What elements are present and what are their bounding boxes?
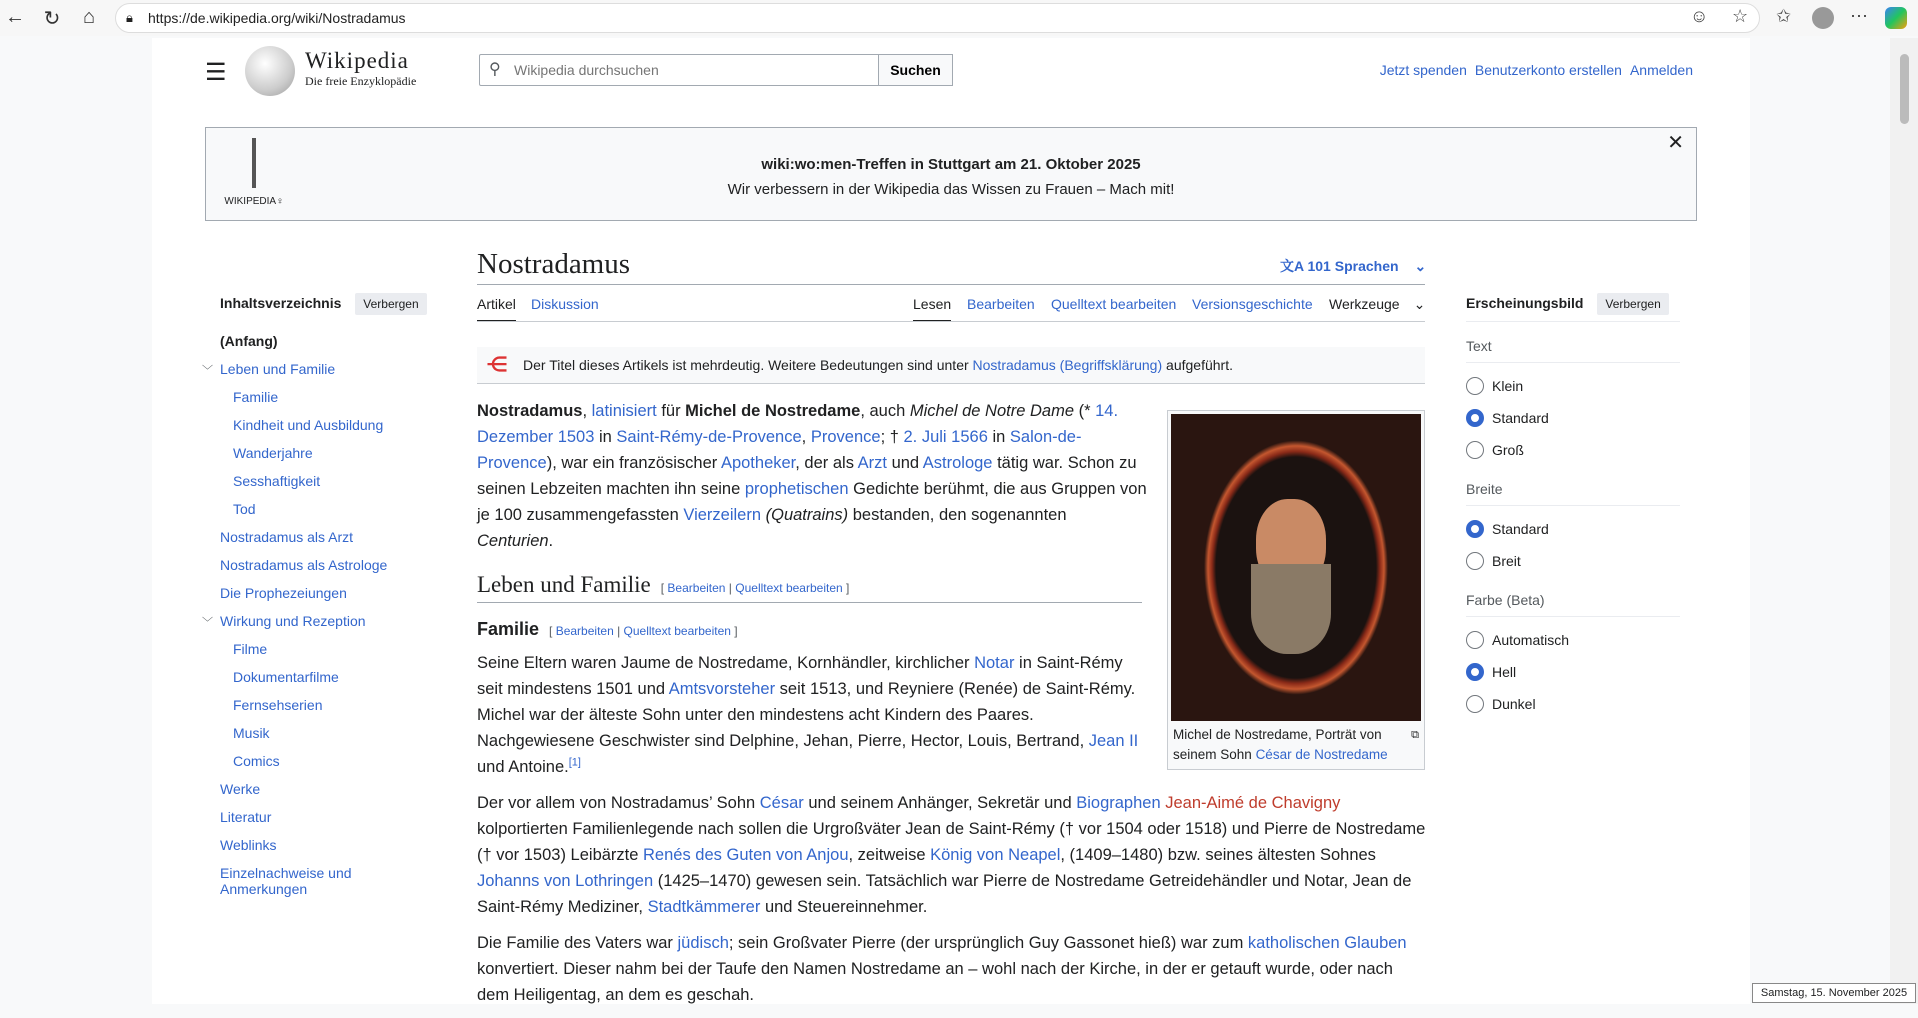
article-link[interactable]: Saint-Rémy-de-Provence (616, 428, 802, 446)
article-link[interactable]: Arzt (857, 454, 887, 472)
toc-item[interactable]: Kindheit und Ausbildung (233, 417, 384, 433)
tab-diskussion[interactable]: Diskussion (531, 296, 599, 312)
text-run: , zeitweise (848, 846, 931, 864)
paragraph (477, 650, 1147, 780)
article-link[interactable]: Provence (810, 428, 881, 446)
article-link[interactable]: Renés des Guten von Anjou (643, 846, 849, 864)
text-run: Nostradamus (477, 402, 583, 420)
radio-option[interactable] (1466, 552, 1680, 570)
text-run: bestanden, den sogenannten (848, 506, 1067, 524)
disambiguation-hatnote (477, 347, 1425, 384)
toc-item[interactable]: (Anfang) (220, 333, 278, 349)
login-link[interactable]: Anmelden (1629, 62, 1693, 78)
text-run: konvertiert. Dieser nahm bei der Taufe den Namen Nostredame an – wohl nach der Kirche, in der er getauft wurde, oder nach dem Heiligentag, an dem es geschah. (477, 960, 1393, 1004)
home-icon[interactable]: ⌂ (82, 6, 96, 28)
page-title: Nostradamus (477, 248, 631, 280)
profile-avatar[interactable] (1812, 7, 1834, 29)
toc-item[interactable]: Einzelnachweise und Anmerkungen (220, 865, 352, 897)
radio-label: Klein (1492, 378, 1524, 394)
text-run: Michel de Notre Dame (909, 402, 1075, 420)
search-input[interactable] (479, 54, 879, 86)
radio-button[interactable] (1466, 377, 1484, 395)
reader-icon[interactable]: ☺ (1690, 6, 1709, 26)
radio-button[interactable] (1466, 631, 1484, 649)
article-link[interactable]: Jean II (1088, 732, 1139, 750)
text-run: , (1409–1480) bzw. seines ältesten Sohnes (1060, 846, 1376, 864)
article-link[interactable]: 2. Juli 1566 (903, 428, 988, 446)
favorites-icon[interactable]: ✩ (1776, 6, 1792, 26)
edit-link[interactable]: Bearbeiten (667, 581, 726, 595)
toc-hide-button[interactable]: Verbergen (355, 293, 426, 315)
radio-button[interactable] (1466, 552, 1484, 570)
text-run: in Saint-Rémy seit mindestens 1501 und (477, 654, 1123, 698)
toc-item[interactable]: Wirkung und Rezeption (220, 613, 366, 629)
text-run: , (582, 402, 592, 420)
radio-option[interactable] (1466, 663, 1680, 681)
toc-header (220, 295, 427, 311)
tab-artikel[interactable]: Artikel (477, 296, 516, 322)
edit-link[interactable]: Bearbeiten (555, 624, 614, 638)
text-run: und Steuereinnehmer. (760, 898, 928, 916)
appearance-title: Erscheinungsbild (1466, 295, 1584, 311)
image-caption (1171, 721, 1421, 769)
text-run: ), war ein französischer (546, 454, 721, 472)
translate-icon: 文A (1280, 258, 1308, 274)
article-link[interactable]: prophetischen (744, 480, 849, 498)
back-icon[interactable]: ← (5, 6, 25, 28)
tagline: Die freie Enzyklopädie (305, 74, 417, 88)
article-link[interactable]: katholischen Glauben (1247, 934, 1407, 952)
appearance-group-label: Farbe (Beta) (1466, 592, 1680, 617)
toc-item[interactable]: Werke (220, 781, 261, 797)
search-icon: ⚲ (489, 61, 501, 78)
toc-item[interactable]: Leben und Familie (220, 361, 336, 377)
radio-label: Groß (1492, 442, 1524, 458)
edit-source-link[interactable]: Quelltext bearbeiten (623, 624, 731, 638)
radio-button[interactable] (1466, 520, 1484, 538)
article-link[interactable]: Salon-de-Provence (477, 428, 1082, 472)
toc-item[interactable]: Filme (233, 641, 268, 657)
divider (477, 321, 1425, 322)
main-menu-icon[interactable]: ☰ (205, 59, 227, 86)
radio-label: Standard (1492, 521, 1549, 537)
intro-paragraph (477, 398, 1147, 554)
text-run: , auch (860, 402, 910, 420)
article-link[interactable]: Biographen (1076, 794, 1161, 812)
article-link[interactable]: [1] (568, 756, 581, 769)
taskbar-date: Samstag, 15. November 2025 (1752, 983, 1916, 1003)
copilot-icon[interactable] (1885, 7, 1907, 29)
text-run: ; sein Großvater Pierre (der ursprünglich Guy Gassonet hieß) war zum (728, 934, 1248, 952)
text-run: seit 1513, und Reyniere (Renée) de Saint-Rémy. Michel war der älteste Sohn unter den mindestens acht Kindern des Paares. Nachgewiesene Geschwister sind Delphine, Jehan, Pierre, Hector, Louis, Bertrand, (477, 680, 1136, 750)
caption-link[interactable]: César de Nostredame (1255, 747, 1388, 762)
appearance-hide-button[interactable]: Verbergen (1597, 293, 1668, 315)
radio-button[interactable] (1466, 441, 1484, 459)
chevron-down-icon: ⌄ (1414, 258, 1427, 274)
text-run: in (594, 428, 617, 446)
toc-title: Inhaltsverzeichnis (220, 295, 342, 311)
tools-label: Werkzeuge (1329, 296, 1400, 312)
wikipedia-globe-logo[interactable] (245, 46, 295, 96)
article-link[interactable]: König von Neapel (930, 846, 1061, 864)
text-run: in (987, 428, 1010, 446)
radio-option[interactable] (1466, 409, 1680, 427)
text-run: Centurien (477, 532, 549, 550)
radio-option[interactable] (1466, 377, 1680, 395)
toc-item[interactable]: Nostradamus als Astrologe (220, 557, 388, 573)
radio-button[interactable] (1466, 663, 1484, 681)
banner-title[interactable]: wiki:wo:men-Treffen in Stuttgart am 21. Oktober 2025 (761, 156, 1141, 173)
radio-option[interactable] (1466, 631, 1680, 649)
favorite-star-icon[interactable]: ☆ (1732, 6, 1749, 26)
tv-tower-icon (252, 138, 256, 188)
toc-collapse-icon[interactable]: ﹀ (202, 365, 213, 377)
text-run: ; † (880, 428, 904, 446)
text-run: Die Familie des Vaters war (477, 934, 678, 952)
article-link[interactable]: Nostradamus (Begriffsklärung) (972, 357, 1163, 373)
close-icon[interactable]: ✕ (1667, 132, 1684, 154)
heading-text: Leben und Familie (477, 572, 651, 597)
tab-quelltext-bearbeiten[interactable]: Quelltext bearbeiten (1051, 296, 1177, 312)
appearance-group-label: Breite (1466, 481, 1680, 506)
article-link[interactable]: jüdisch (677, 934, 729, 952)
text-run: und Antoine. (477, 758, 569, 776)
toc-item[interactable]: Sesshaftigkeit (233, 473, 321, 489)
heading-text: Familie (477, 619, 540, 639)
search-button[interactable]: Suchen (878, 54, 953, 86)
radio-option[interactable] (1466, 520, 1680, 538)
paragraph (477, 790, 1427, 920)
radio-label: Hell (1492, 664, 1517, 680)
article-link[interactable]: Apotheker (720, 454, 796, 472)
subsection-heading: Familie [ Bearbeiten | Quelltext bearbeiten ] (477, 619, 738, 639)
tab-lesen[interactable]: Lesen (913, 296, 951, 322)
radio-option[interactable] (1466, 695, 1680, 713)
text-run: . (548, 532, 554, 550)
tools-menu[interactable] (1329, 296, 1425, 321)
toc-item[interactable]: Die Prophezeiungen (220, 585, 347, 601)
text-run: Gedichte berühmt, die aus Gruppen von je 100 zusammengefassten (477, 480, 1147, 524)
toc-item[interactable]: Wanderjahre (233, 445, 313, 461)
toc-item[interactable]: Comics (233, 753, 280, 769)
radio-button[interactable] (1466, 409, 1484, 427)
text-run: tätig war. Schon zu seinen Lebzeiten machten ihn seine (477, 454, 1137, 498)
toc-item[interactable]: Nostradamus als Arzt (220, 529, 354, 545)
section-heading: Leben und Familie [ Bearbeiten | Quelltext bearbeiten ] (477, 572, 1142, 603)
chevron-down-icon: ⌄ (1413, 296, 1426, 312)
browser-toolbar (0, 0, 1918, 36)
scrollbar-thumb[interactable] (1900, 54, 1909, 124)
radio-option[interactable] (1466, 441, 1680, 459)
banner-text: Wir verbessern in der Wikipedia das Wissen zu Frauen – Mach mit! (727, 181, 1175, 198)
paragraph (477, 930, 1427, 1008)
disambiguation-icon: ⋲ (487, 354, 507, 376)
caption-text: Michel de Nostredame, Porträt von seinem Sohn (1173, 727, 1382, 762)
create-account-link[interactable]: Benutzerkonto erstellen (1474, 62, 1622, 78)
article-link[interactable]: Johanns von Lothringen (477, 872, 654, 890)
toc-item[interactable]: Musik (233, 725, 270, 741)
article-link[interactable]: Stadtkämmerer (647, 898, 761, 916)
language-count: 101 Sprachen (1307, 258, 1399, 274)
radio-label: Standard (1492, 410, 1549, 426)
toc-collapse-icon[interactable]: ﹀ (202, 617, 213, 629)
text-run: , der als (795, 454, 858, 472)
article-link[interactable]: Astrologe (922, 454, 993, 472)
divider (477, 284, 1425, 285)
article-link[interactable]: latinisiert (591, 402, 657, 420)
text-run: (Quatrains) (765, 506, 849, 524)
text-run: , (801, 428, 811, 446)
url-text: https://de.wikipedia.org/wiki/Nostradamus (148, 10, 406, 26)
article-link[interactable]: Amtsvorsteher (668, 680, 776, 698)
tab-versionsgeschichte[interactable]: Versionsgeschichte (1192, 296, 1313, 312)
radio-label: Dunkel (1492, 696, 1536, 712)
address-bar[interactable] (115, 3, 1760, 33)
text-run: für (656, 402, 686, 420)
text-run: kolportierten Familienlegende nach sollen die Urgroßväter Jean de Saint-Rémy († vor 1504 oder 1518) und Pierre de Nostredame († vor 1503) Leibärzte (477, 820, 1426, 864)
article-link[interactable]: Notar (974, 654, 1015, 672)
toc-item[interactable]: Dokumentarfilme (233, 669, 339, 685)
tab-bearbeiten[interactable]: Bearbeiten (967, 296, 1035, 312)
text-run: (1425–1470) gewesen sein. Tatsächlich war Pierre de Nostredame Getreidehändler und Notar, Jean de Saint-Rémy Mediziner, (477, 872, 1412, 916)
radio-label: Automatisch (1492, 632, 1570, 648)
wordmark[interactable]: Wikipedia (305, 48, 409, 73)
event-banner (205, 127, 1697, 221)
radio-label: Breit (1492, 553, 1521, 569)
lock-icon: 🔒︎ (126, 10, 133, 25)
enlarge-icon[interactable]: ⧉ (1411, 729, 1419, 741)
toc-item[interactable]: Familie (233, 389, 279, 405)
scrollbar[interactable] (1890, 38, 1918, 1004)
text-run: Der vor allem von Nostradamus’ Sohn (477, 794, 760, 812)
appearance-panel (1466, 295, 1680, 719)
appearance-group-label: Text (1466, 338, 1680, 363)
more-menu-icon[interactable]: ⋯ (1850, 6, 1868, 26)
user-links (1372, 62, 1693, 78)
edit-source-link[interactable]: Quelltext bearbeiten (735, 581, 843, 595)
text-run: Seine Eltern waren Jaume de Nostredame, Kornhändler, kirchlicher (477, 654, 975, 672)
text-run: aufgeführt. (1162, 357, 1233, 373)
article-link[interactable]: Jean-Aimé de Chavigny (1165, 794, 1341, 812)
wikipedia-women-logo: WIKIPEDIA♀ (224, 138, 284, 207)
toc-item[interactable]: Literatur (220, 809, 272, 825)
article-link[interactable]: Vierzeilern (683, 506, 762, 524)
article-link[interactable]: 14. Dezember 1503 (477, 402, 1119, 446)
article-link[interactable]: César (759, 794, 804, 812)
toc-item[interactable]: Fernsehserien (233, 697, 323, 713)
text-run: und seinem Anhänger, Sekretär und (803, 794, 1077, 812)
portrait-image[interactable] (1171, 414, 1421, 721)
text-run: und (886, 454, 923, 472)
portrait-figure (1167, 410, 1425, 770)
language-button[interactable] (1280, 256, 1426, 276)
toc-item[interactable]: Tod (233, 501, 256, 517)
text-run: (* (1074, 402, 1096, 420)
toc-item[interactable]: Weblinks (220, 837, 277, 853)
donate-link[interactable]: Jetzt spenden (1379, 62, 1467, 78)
text-run: Der Titel dieses Artikels ist mehrdeutig. Weitere Bedeutungen sind unter (523, 357, 973, 373)
radio-button[interactable] (1466, 695, 1484, 713)
reload-icon[interactable]: ↻ (43, 8, 61, 30)
text-run: Michel de Nostredame (685, 402, 861, 420)
